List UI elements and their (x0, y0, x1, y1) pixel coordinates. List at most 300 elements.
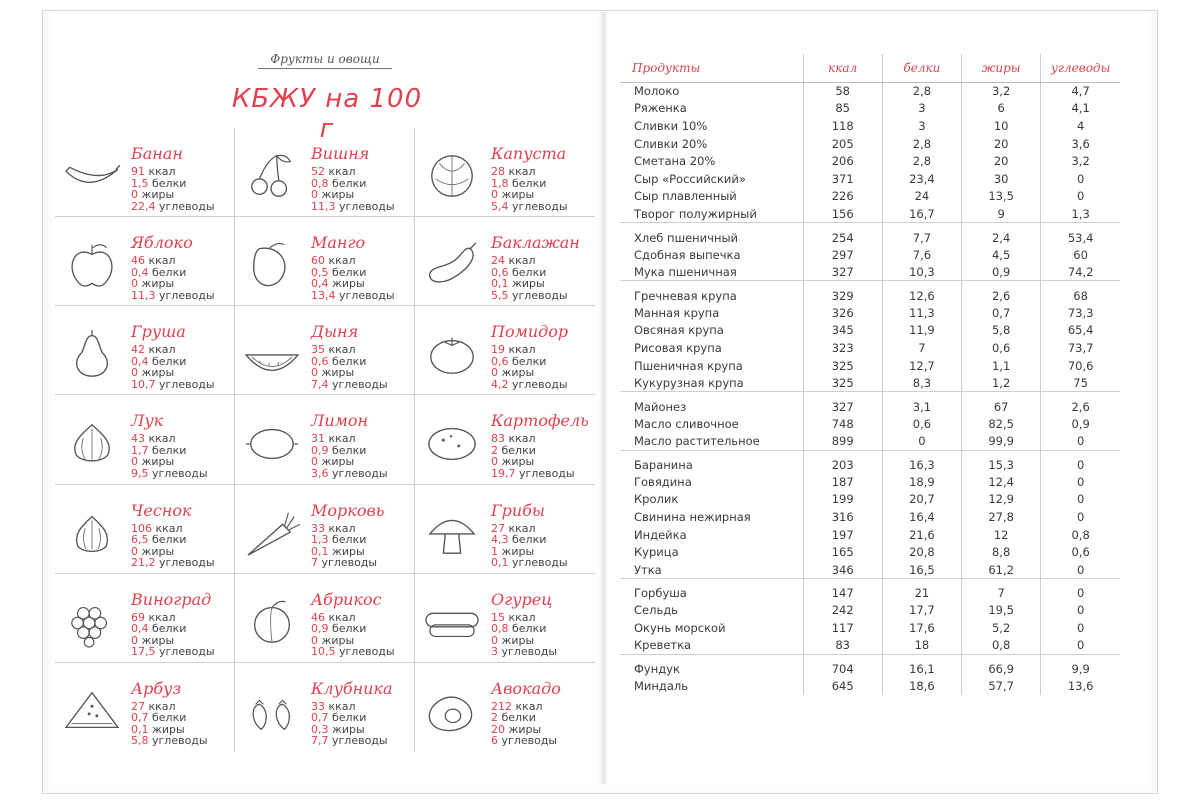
table-row (620, 450, 1120, 473)
value-kcal: 35 ккал (311, 343, 356, 357)
value-number: 0,9 (311, 622, 329, 636)
protein-cell: 18,6 (882, 677, 961, 695)
table-row (620, 415, 1120, 433)
value-fat: 0 жиры (311, 188, 355, 201)
protein-cell: 21,6 (882, 526, 961, 544)
protein-cell: 21 (882, 579, 961, 602)
value-number: 0,6 (491, 265, 509, 279)
header-carbs: углеводы (1041, 54, 1120, 82)
table-row (620, 304, 1120, 322)
protein-cell: 17,7 (882, 602, 961, 620)
garlic-icon (59, 507, 125, 559)
cucumber-icon (419, 596, 485, 648)
value-carbs: 10,7 углеводы (131, 377, 215, 391)
fat-cell: 2,6 (962, 281, 1041, 304)
section-title: Фрукты и овощи (250, 52, 400, 66)
value-number: 0,8 (311, 176, 329, 190)
product-name-cell: Овсяная крупа (634, 323, 724, 338)
fruit-grid (55, 128, 595, 752)
table-row (620, 579, 1120, 602)
value-number: 0 (491, 366, 498, 380)
table-row (620, 357, 1120, 375)
nutrition-card (55, 217, 235, 306)
product-name: Дыня (311, 322, 359, 342)
protein-cell: 10,3 (882, 263, 961, 281)
value-number: 7,4 (311, 377, 329, 391)
value-number: 0 (131, 544, 138, 558)
product-name-cell: Сельдь (634, 603, 678, 618)
value-carbs: 3,6 углеводы (311, 466, 388, 480)
kcal-cell: 371 (803, 170, 882, 188)
carbs-cell: 0 (1041, 508, 1120, 526)
nutrition-values (311, 523, 377, 569)
nutrition-values (311, 255, 395, 301)
nutrition-table (620, 54, 1120, 695)
kcal-cell: 704 (803, 654, 882, 677)
value-number: 0,1 (491, 277, 509, 291)
fat-cell: 7 (962, 579, 1041, 602)
carbs-cell: 3,6 (1041, 135, 1120, 153)
protein-cell: 20,7 (882, 491, 961, 509)
value-number: 6 (491, 734, 498, 748)
value-number: 9,5 (131, 466, 149, 480)
book-spine (598, 12, 608, 784)
kcal-cell: 85 (803, 100, 882, 118)
nutrition-values (311, 166, 395, 212)
fat-cell: 20 (962, 135, 1041, 153)
value-protein: 0,8 белки (311, 176, 367, 190)
product-name-cell: Сыр плавленный (634, 189, 737, 204)
apricot-icon (239, 596, 305, 648)
value-number: 106 (131, 521, 152, 535)
table-row (620, 433, 1120, 451)
protein-cell: 11,3 (882, 304, 961, 322)
value-number: 17,5 (131, 645, 156, 659)
value-fat: 0 жиры (311, 633, 355, 647)
nutrition-values (131, 612, 215, 658)
value-protein: 0,4 белки (131, 354, 187, 368)
value-number: 1,8 (491, 176, 509, 190)
fat-cell: 13,5 (962, 188, 1041, 206)
kcal-cell: 203 (803, 450, 882, 473)
carbs-cell: 73,3 (1041, 304, 1120, 322)
value-kcal: 83 ккал (491, 432, 536, 446)
nutrition-card (415, 663, 595, 752)
fat-cell: 5,8 (962, 322, 1041, 340)
protein-cell: 8,3 (882, 374, 961, 392)
fat-cell: 30 (962, 170, 1041, 188)
fat-cell: 61,2 (962, 561, 1041, 579)
product-name-cell: Рисовая крупа (634, 340, 722, 355)
table-row (620, 619, 1120, 637)
nutrition-card (55, 128, 235, 217)
carbs-cell: 74,2 (1041, 263, 1120, 281)
table-row (620, 602, 1120, 620)
value-number: 0 (131, 455, 138, 469)
nutrition-card (235, 217, 415, 306)
product-name-cell: Фундук (634, 662, 680, 677)
potato-icon (419, 417, 485, 469)
header-kcal: ккал (803, 54, 882, 82)
nutrition-values (311, 612, 395, 658)
value-number: 27 (491, 521, 505, 535)
value-number: 0 (491, 455, 498, 469)
value-number: 0,7 (311, 711, 329, 725)
table-row (620, 170, 1120, 188)
table-row (620, 152, 1120, 170)
value-kcal: 212 ккал (491, 699, 543, 713)
nutrition-card (235, 395, 415, 484)
page-title: КБЖУ на 100 г (231, 84, 423, 144)
value-number: 5,5 (491, 288, 509, 302)
kcal-cell: 327 (803, 392, 882, 415)
value-number: 35 (311, 343, 325, 357)
header-products: Продукты (620, 54, 803, 82)
value-number: 43 (131, 432, 145, 446)
kcal-cell: 205 (803, 135, 882, 153)
value-fat: 0 жиры (491, 366, 535, 380)
strawberry-icon (239, 685, 305, 737)
value-number: 0 (131, 277, 138, 291)
value-number: 46 (131, 254, 145, 268)
value-kcal: 28 ккал (491, 165, 536, 178)
kcal-cell: 165 (803, 543, 882, 561)
value-carbs: 9,5 углеводы (131, 466, 208, 480)
kcal-cell: 345 (803, 322, 882, 340)
value-protein: 4,3 белки (491, 533, 547, 547)
value-kcal: 46 ккал (311, 610, 356, 624)
protein-cell: 2,8 (882, 152, 961, 170)
value-kcal: 106 ккал (131, 521, 183, 535)
table-row (620, 543, 1120, 561)
kcal-cell: 242 (803, 602, 882, 620)
nutrition-card (235, 128, 415, 217)
fat-cell: 0,9 (962, 263, 1041, 281)
nutrition-values (491, 255, 568, 301)
value-protein: 0,6 белки (311, 354, 367, 368)
value-fat: 0 жиры (491, 455, 535, 469)
value-protein: 0,7 белки (311, 711, 367, 725)
fat-cell: 12,9 (962, 491, 1041, 509)
product-name-cell: Кукурузная крупа (620, 374, 803, 392)
product-name: Лук (131, 411, 164, 431)
product-name: Манго (311, 233, 366, 253)
nutrition-card (55, 485, 235, 574)
value-number: 27 (131, 699, 145, 713)
product-name: Банан (131, 144, 183, 163)
value-carbs: 13,4 углеводы (311, 288, 395, 302)
nutrition-values (131, 433, 208, 479)
value-number: 0 (131, 633, 138, 647)
kcal-cell: 226 (803, 188, 882, 206)
value-number: 33 (311, 699, 325, 713)
value-protein: 2 белки (491, 711, 536, 725)
fat-cell: 57,7 (962, 677, 1041, 695)
carbs-cell: 75 (1041, 374, 1120, 392)
kcal-cell: 254 (803, 223, 882, 246)
fat-cell: 0,8 (962, 637, 1041, 655)
protein-cell: 3 (882, 100, 961, 118)
value-number: 33 (311, 521, 325, 535)
carbs-cell: 0 (1041, 637, 1120, 655)
table-row (620, 223, 1120, 246)
nutrition-card (235, 485, 415, 574)
kcal-cell: 117 (803, 619, 882, 637)
fat-cell: 4,5 (962, 246, 1041, 264)
value-number: 0,8 (491, 622, 509, 636)
fat-cell: 9 (962, 205, 1041, 223)
protein-cell: 18,9 (882, 473, 961, 491)
product-name: Клубника (311, 678, 393, 698)
value-protein: 6,5 белки (131, 533, 187, 547)
value-kcal: 60 ккал (311, 254, 356, 268)
value-number: 10,7 (131, 377, 156, 391)
product-name-cell: Сметана 20% (634, 154, 716, 169)
fat-cell: 99,9 (962, 433, 1041, 451)
value-protein: 0,6 белки (491, 265, 547, 279)
kcal-cell: 316 (803, 508, 882, 526)
value-kcal: 91 ккал (131, 165, 176, 178)
value-number: 91 (131, 165, 145, 178)
product-name-cell: Кролик (634, 492, 679, 507)
kcal-cell: 199 (803, 491, 882, 509)
carbs-cell: 4,7 (1041, 82, 1120, 100)
nutrition-values (131, 166, 215, 212)
protein-cell: 2,8 (882, 82, 961, 100)
product-name: Авокадо (491, 678, 561, 698)
value-number: 46 (311, 610, 325, 624)
value-number: 212 (491, 699, 512, 713)
value-carbs: 5,5 углеводы (491, 288, 568, 302)
fat-cell: 0,6 (962, 339, 1041, 357)
nutrition-values (491, 166, 568, 212)
value-number: 13,4 (311, 288, 336, 302)
table-row (620, 188, 1120, 206)
fat-cell: 2,4 (962, 223, 1041, 246)
header-protein: белки (882, 54, 961, 82)
value-protein: 0,4 белки (131, 622, 187, 636)
value-kcal: 43 ккал (131, 432, 176, 446)
carbs-cell: 4,1 (1041, 100, 1120, 118)
product-name-cell: Хлеб пшеничный (634, 230, 739, 245)
kcal-cell: 323 (803, 339, 882, 357)
value-fat: 0 жиры (491, 633, 535, 647)
carbs-cell: 0 (1041, 619, 1120, 637)
value-carbs: 17,5 углеводы (131, 645, 215, 659)
value-fat: 20 жиры (491, 722, 542, 736)
fat-cell: 15,3 (962, 450, 1041, 473)
value-number: 0,1 (311, 544, 329, 558)
grapes-icon (59, 596, 125, 648)
value-fat: 0 жиры (311, 366, 355, 380)
value-carbs: 11,3 углеводы (311, 199, 395, 213)
carbs-cell: 68 (1041, 281, 1120, 304)
value-kcal: 52 ккал (311, 165, 356, 178)
value-number: 5,8 (131, 734, 149, 748)
carbs-cell: 0 (1041, 602, 1120, 620)
value-number: 0 (491, 633, 498, 647)
table-row (620, 637, 1120, 655)
kcal-cell: 83 (803, 637, 882, 655)
value-kcal: 27 ккал (131, 699, 176, 713)
product-name-cell: Масло растительное (620, 433, 803, 451)
value-kcal: 19 ккал (491, 343, 536, 357)
value-fat: 0,1 жиры (311, 544, 365, 558)
nutrition-values (311, 701, 388, 747)
value-number: 31 (311, 432, 325, 446)
value-fat: 0 жиры (131, 366, 175, 380)
protein-cell: 7,6 (882, 246, 961, 264)
carbs-cell: 70,6 (1041, 357, 1120, 375)
protein-cell: 11,9 (882, 322, 961, 340)
tomato-icon (419, 328, 485, 380)
protein-cell: 17,6 (882, 619, 961, 637)
product-name-cell: Сливки 20% (634, 136, 708, 151)
kcal-cell: 325 (803, 357, 882, 375)
nutrition-values (131, 255, 215, 301)
value-number: 11,3 (311, 199, 336, 213)
value-kcal: 46 ккал (131, 254, 176, 268)
value-protein: 1,3 белки (311, 533, 367, 547)
kcal-cell: 147 (803, 579, 882, 602)
value-fat: 0,1 жиры (131, 722, 185, 736)
product-name: Морковь (311, 500, 385, 520)
fat-cell: 12 (962, 526, 1041, 544)
value-number: 0 (131, 188, 138, 201)
table-row (620, 374, 1120, 392)
product-name: Лимон (311, 411, 369, 431)
value-number: 0,3 (311, 722, 329, 736)
kcal-cell: 118 (803, 117, 882, 135)
product-name-cell: Гречневая крупа (634, 288, 737, 303)
value-carbs: 19,7 углеводы (491, 466, 575, 480)
value-number: 11,3 (131, 288, 156, 302)
fat-cell: 3,2 (962, 82, 1041, 100)
table-row (620, 561, 1120, 579)
value-number: 0 (311, 188, 318, 201)
nutrition-card (235, 574, 415, 663)
value-number: 3 (491, 645, 498, 659)
carbs-cell: 0 (1041, 170, 1120, 188)
onion-icon (59, 417, 125, 469)
value-carbs: 10,5 углеводы (311, 645, 395, 659)
product-name: Картофель (491, 411, 589, 431)
nutrition-values (131, 344, 215, 390)
value-number: 6,5 (131, 533, 149, 547)
value-number: 24 (491, 254, 505, 268)
value-number: 4,3 (491, 533, 509, 547)
fat-cell: 67 (962, 392, 1041, 415)
fat-cell: 1,2 (962, 374, 1041, 392)
fat-cell: 6 (962, 100, 1041, 118)
table-row (620, 117, 1120, 135)
nutrition-values (131, 523, 215, 569)
value-carbs: 7 углеводы (311, 556, 378, 570)
carbs-cell: 0 (1041, 561, 1120, 579)
carbs-cell: 9,9 (1041, 654, 1120, 677)
table-row (620, 281, 1120, 304)
value-number: 10,5 (311, 645, 336, 659)
fat-cell: 82,5 (962, 415, 1041, 433)
nutrition-card (55, 306, 235, 395)
value-number: 4,2 (491, 377, 509, 391)
value-fat: 0 жиры (131, 544, 175, 558)
table-header-row (620, 54, 1120, 82)
table-row (620, 339, 1120, 357)
value-number: 1,7 (131, 443, 149, 457)
value-number: 1,3 (311, 533, 329, 547)
value-number: 5,4 (491, 199, 509, 213)
value-fat: 0 жиры (311, 455, 355, 469)
value-protein: 0,8 белки (491, 622, 547, 636)
carbs-cell: 2,6 (1041, 392, 1120, 415)
nutrition-card (415, 485, 595, 574)
value-carbs: 4,2 углеводы (491, 377, 568, 391)
value-protein: 0,9 белки (311, 622, 367, 636)
protein-cell: 16,1 (882, 654, 961, 677)
value-number: 22,4 (131, 199, 156, 213)
value-fat: 0,1 жиры (491, 277, 545, 291)
product-name-cell: Масло сливочное (634, 416, 739, 431)
product-name-cell: Свинина нежирная (634, 510, 751, 525)
product-name: Груша (131, 322, 186, 342)
nutrition-card (415, 217, 595, 306)
fat-cell: 19,5 (962, 602, 1041, 620)
carbs-cell: 1,3 (1041, 205, 1120, 223)
pear-icon (59, 328, 125, 380)
value-fat: 0 жиры (131, 633, 175, 647)
product-name: Арбуз (131, 678, 182, 698)
nutrition-card (235, 663, 415, 752)
kcal-cell: 197 (803, 526, 882, 544)
kcal-cell: 325 (803, 374, 882, 392)
protein-cell: 12,6 (882, 281, 961, 304)
fat-cell: 12,4 (962, 473, 1041, 491)
nutrition-values (491, 433, 575, 479)
protein-cell: 24 (882, 188, 961, 206)
product-name: Баклажан (491, 233, 580, 253)
kcal-cell: 748 (803, 415, 882, 433)
value-carbs: 7,4 углеводы (311, 377, 388, 391)
value-kcal: 42 ккал (131, 343, 176, 357)
carbs-cell: 4 (1041, 117, 1120, 135)
protein-cell: 16,3 (882, 450, 961, 473)
value-carbs: 0,1 углеводы (491, 556, 568, 570)
value-carbs: 3 углеводы (491, 645, 558, 659)
value-carbs: 6 углеводы (491, 734, 558, 748)
cherry-icon (239, 150, 305, 202)
carbs-cell: 53,4 (1041, 223, 1120, 246)
value-carbs: 22,4 углеводы (131, 199, 215, 213)
value-protein: 0,7 белки (131, 711, 187, 725)
value-kcal: 27 ккал (491, 521, 536, 535)
nutrition-card (55, 663, 235, 752)
product-name: Абрикос (311, 589, 382, 609)
product-name-cell: Мука пшеничная (620, 263, 803, 281)
value-number: 0,4 (131, 354, 149, 368)
product-name: Виноград (131, 589, 212, 609)
nutrition-values (491, 523, 568, 569)
header-fat: жиры (962, 54, 1041, 82)
kcal-cell: 58 (803, 82, 882, 100)
protein-cell: 16,5 (882, 561, 961, 579)
value-protein: 0,4 белки (131, 265, 187, 279)
fat-cell: 5,2 (962, 619, 1041, 637)
fat-cell: 10 (962, 117, 1041, 135)
protein-cell: 7 (882, 339, 961, 357)
kcal-cell: 645 (803, 677, 882, 695)
product-name-cell: Горбуша (634, 586, 687, 601)
